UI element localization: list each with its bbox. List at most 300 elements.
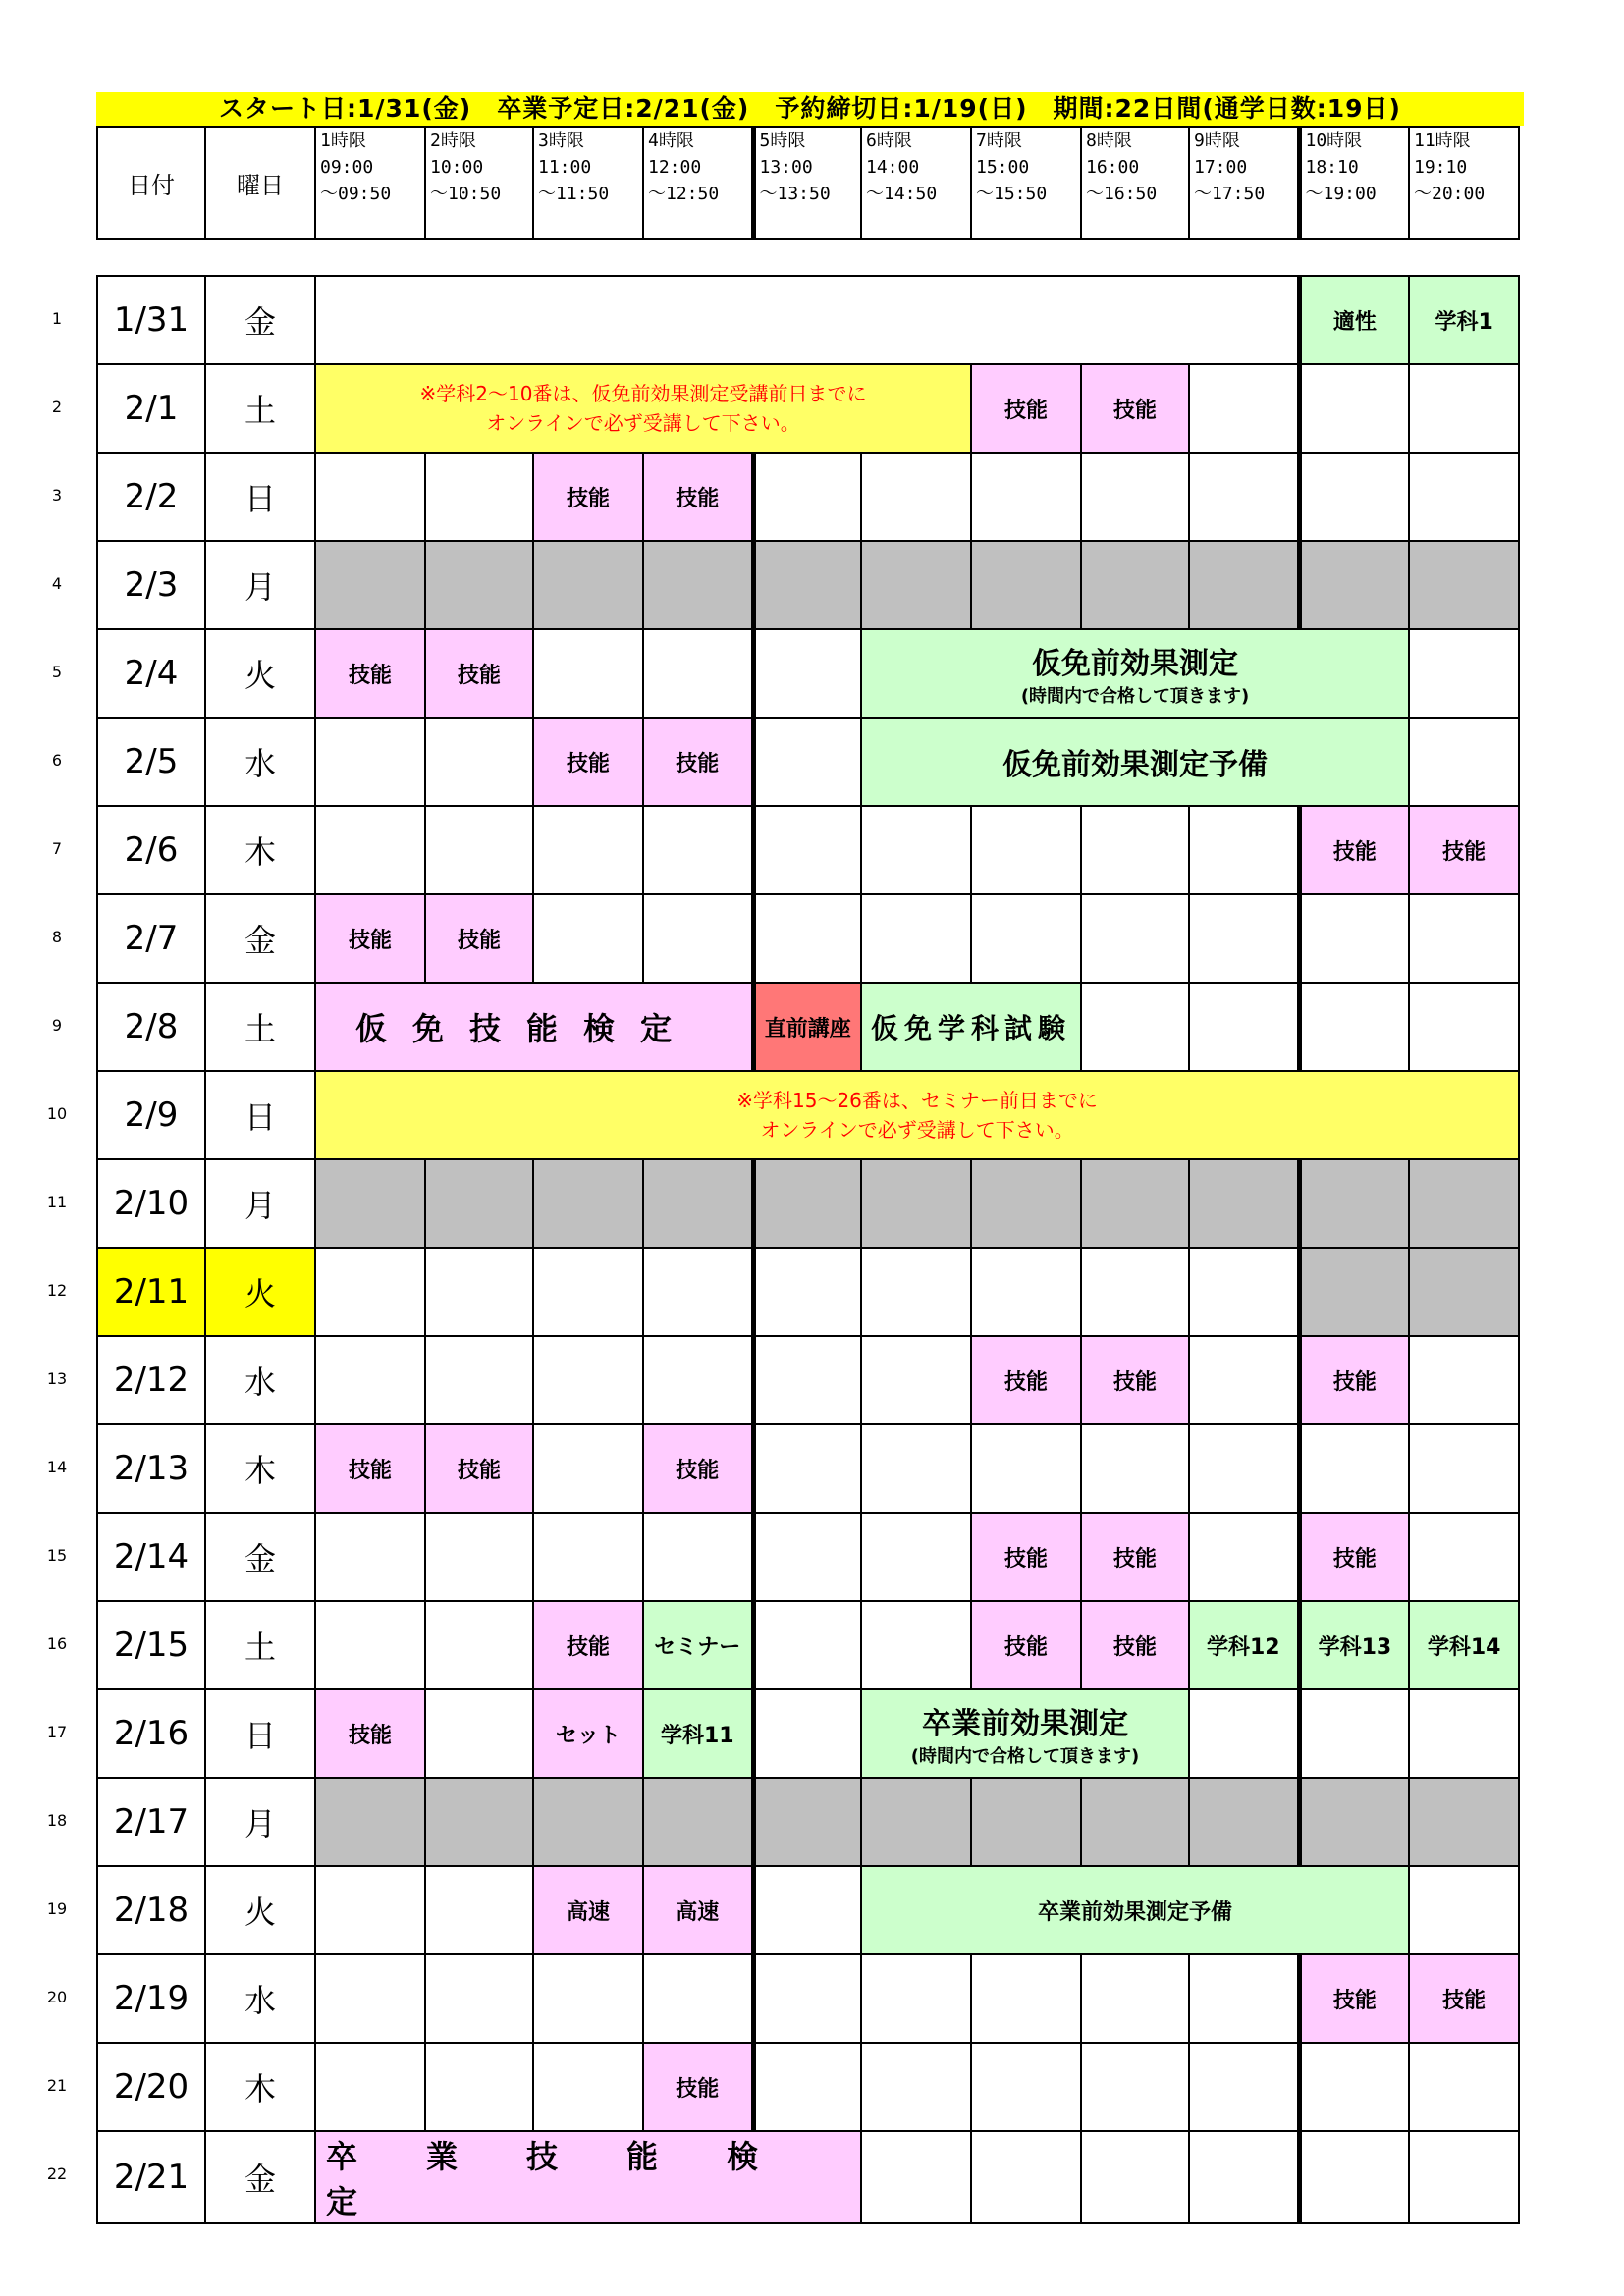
slot-cell (425, 1248, 533, 1336)
slot-cell (425, 1601, 533, 1689)
slot-cell (1299, 1689, 1409, 1778)
weekday-cell: 水 (205, 1954, 315, 2043)
slot-label: 技能 (1332, 1546, 1377, 1572)
slot-cell (643, 1336, 753, 1424)
header-period-5 (753, 127, 861, 239)
slot-cell (1081, 1601, 1189, 1689)
date-cell: 2/3 (97, 541, 205, 629)
slot-label: 技能 (457, 1458, 501, 1483)
slot-cell (1409, 718, 1519, 806)
period-name: 10時限 (1305, 131, 1363, 151)
slot-cell (643, 1424, 753, 1513)
slot-cell (315, 629, 425, 718)
slot-label: 直前講座 (764, 1016, 851, 1041)
slot-cell (1299, 453, 1409, 541)
slot-label: 技能 (348, 1458, 392, 1483)
slot-cell (1409, 1424, 1519, 1513)
weekday-cell: 火 (205, 1248, 315, 1336)
slot-label: 卒業技能検定 (326, 2138, 828, 2220)
slot-cell (1081, 1954, 1189, 2043)
slot-cell (753, 1601, 861, 1689)
slot-cell (315, 2131, 861, 2223)
slot-cell (861, 1778, 971, 1866)
date-cell: 2/9 (97, 1071, 205, 1159)
slot-cell (971, 1424, 1081, 1513)
date-cell: 1/31 (97, 276, 205, 364)
slot-cell (1189, 983, 1299, 1071)
slot-cell (425, 894, 533, 983)
slot-cell (425, 718, 533, 806)
slot-cell (315, 1071, 1519, 1159)
slot-label: 適性 (1332, 309, 1377, 335)
slot-cell (1189, 1778, 1299, 1866)
period-start: 17:00 (1194, 157, 1248, 178)
slot-cell (753, 1689, 861, 1778)
slot-cell (643, 453, 753, 541)
slot-label: 学科14 (1427, 1634, 1501, 1660)
period-start: 15:00 (976, 157, 1030, 178)
slot-cell (643, 1689, 753, 1778)
slot-cell (861, 1689, 1189, 1778)
date-cell: 2/20 (97, 2043, 205, 2131)
slot-cell (643, 2043, 753, 2131)
weekday-cell: 月 (205, 1778, 315, 1866)
slot-label: 学科12 (1207, 1634, 1280, 1660)
weekday-cell: 火 (205, 1866, 315, 1954)
period-name: 3時限 (538, 131, 584, 151)
weekday-cell: 土 (205, 983, 315, 1071)
slot-cell (1409, 1689, 1519, 1778)
slot-cell (315, 276, 1299, 364)
slot-cell (643, 1778, 753, 1866)
slot-cell (315, 364, 971, 453)
schedule-row (97, 1336, 1519, 1424)
date-cell: 2/2 (97, 453, 205, 541)
period-start: 12:00 (648, 157, 702, 178)
row-number: 18 (46, 1811, 68, 1830)
slot-cell (643, 541, 753, 629)
slot-label: 技能 (676, 751, 720, 776)
period-end: ～09:50 (320, 184, 392, 204)
row-number: 19 (46, 1899, 68, 1918)
schedule-grid (96, 275, 1520, 2224)
slot-cell (315, 1159, 425, 1248)
slot-cell (861, 1424, 971, 1513)
slot-label: 技能 (1442, 1988, 1487, 2013)
period-name: 6時限 (866, 131, 912, 151)
period-name: 11時限 (1414, 131, 1471, 151)
slot-cell (1189, 364, 1299, 453)
slot-cell (425, 806, 533, 894)
date-cell: 2/10 (97, 1159, 205, 1248)
slot-cell (1081, 894, 1189, 983)
slot-label: 仮免前効果測定予備 (1002, 748, 1269, 782)
slot-label: 技能 (1442, 839, 1487, 865)
weekday-cell: 木 (205, 2043, 315, 2131)
row-number: 14 (46, 1458, 68, 1476)
schedule-row (97, 1866, 1519, 1954)
slot-cell (1299, 1601, 1409, 1689)
slot-cell (425, 1159, 533, 1248)
slot-cell (971, 1601, 1081, 1689)
weekday-cell: 金 (205, 276, 315, 364)
slot-cell (753, 1424, 861, 1513)
slot-cell (425, 1866, 533, 1954)
slot-cell (971, 2131, 1081, 2223)
slot-cell (315, 1954, 425, 2043)
period-name: 7時限 (976, 131, 1022, 151)
slot-cell (971, 364, 1081, 453)
slot-label: セミナー (654, 1634, 741, 1660)
slot-cell (861, 1954, 971, 2043)
period-end: ～20:00 (1414, 184, 1486, 204)
slot-cell (533, 1866, 643, 1954)
weekday-cell: 水 (205, 718, 315, 806)
period-start: 11:00 (538, 157, 592, 178)
date-cell: 2/15 (97, 1601, 205, 1689)
slot-label: 学科1 (1435, 309, 1493, 335)
slot-cell (753, 541, 861, 629)
slot-cell (1409, 629, 1519, 718)
slot-cell (315, 2043, 425, 2131)
slot-cell (1189, 1248, 1299, 1336)
weekday-cell: 月 (205, 541, 315, 629)
slot-label: 高速 (676, 1899, 720, 1925)
slot-cell (1409, 276, 1519, 364)
slot-cell (861, 453, 971, 541)
slot-cell (1189, 1689, 1299, 1778)
slot-cell (533, 1159, 643, 1248)
schedule-row (97, 1778, 1519, 1866)
slot-cell (315, 718, 425, 806)
slot-label: 学科11 (660, 1723, 734, 1748)
slot-label: 技能 (1003, 398, 1048, 423)
slot-cell (315, 541, 425, 629)
slot-cell (1299, 983, 1409, 1071)
header-period-10 (1299, 127, 1409, 239)
slot-cell (533, 1778, 643, 1866)
date-cell: 2/4 (97, 629, 205, 718)
slot-cell (425, 1778, 533, 1866)
date-cell: 2/17 (97, 1778, 205, 1866)
slot-label: 技能 (1003, 1634, 1048, 1660)
slot-label: 技能 (1332, 839, 1377, 865)
slot-cell (971, 1159, 1081, 1248)
slot-cell (425, 2043, 533, 2131)
slot-cell (1189, 1336, 1299, 1424)
row-number: 2 (51, 398, 63, 416)
slot-cell (425, 1336, 533, 1424)
slot-cell (861, 718, 1409, 806)
slot-label: 技能 (566, 751, 610, 776)
slot-sublabel: (時間内で合格して頂きます) (910, 1746, 1140, 1767)
slot-cell (861, 1336, 971, 1424)
date-cell: 2/6 (97, 806, 205, 894)
row-number: 21 (46, 2076, 68, 2095)
header-period-7 (971, 127, 1081, 239)
period-name: 4時限 (648, 131, 694, 151)
slot-cell (533, 1601, 643, 1689)
slot-cell (1299, 364, 1409, 453)
period-name: 9時限 (1194, 131, 1240, 151)
schedule-row (97, 806, 1519, 894)
period-end: ～15:50 (976, 184, 1048, 204)
slot-cell (1189, 541, 1299, 629)
slot-cell (425, 541, 533, 629)
weekday-cell: 金 (205, 1513, 315, 1601)
slot-cell (971, 1954, 1081, 2043)
slot-label: 仮免学科試験 (870, 1012, 1071, 1044)
slot-cell (1409, 1513, 1519, 1601)
period-start: 14:00 (866, 157, 920, 178)
period-start: 10:00 (430, 157, 484, 178)
slot-cell (533, 1954, 643, 2043)
schedule-row (97, 2131, 1519, 2223)
header-period-9 (1189, 127, 1299, 239)
schedule-banner: スタート日:1/31(金) 卒業予定日:2/21(金) 予約締切日:1/19(日) 期間:22日間(通学日数:19日) (96, 92, 1524, 126)
header-period-1 (315, 127, 425, 239)
slot-cell (1189, 453, 1299, 541)
header-period-4 (643, 127, 753, 239)
slot-cell (1409, 453, 1519, 541)
slot-cell (1299, 2131, 1409, 2223)
schedule-row (97, 2043, 1519, 2131)
slot-cell (1081, 1513, 1189, 1601)
slot-cell (425, 1424, 533, 1513)
slot-cell (315, 806, 425, 894)
slot-cell (1409, 983, 1519, 1071)
slot-label: 技能 (348, 928, 392, 953)
row-number: 3 (51, 486, 63, 505)
slot-cell (533, 894, 643, 983)
slot-cell (315, 1689, 425, 1778)
row-number: 22 (46, 2164, 68, 2183)
slot-cell (971, 1513, 1081, 1601)
row-number: 4 (51, 574, 63, 593)
slot-cell (971, 2043, 1081, 2131)
header-weekday: 曜日 (205, 127, 315, 239)
period-header (96, 126, 1520, 240)
slot-cell (533, 1424, 643, 1513)
slot-cell (1299, 1424, 1409, 1513)
slot-cell (861, 2043, 971, 2131)
slot-cell (1081, 2043, 1189, 2131)
schedule-row (97, 1954, 1519, 2043)
weekday-cell: 金 (205, 2131, 315, 2223)
period-name: 5時限 (759, 131, 806, 151)
slot-label: 高速 (566, 1899, 610, 1925)
slot-cell (1081, 1159, 1189, 1248)
slot-cell (971, 1778, 1081, 1866)
slot-cell (315, 1866, 425, 1954)
slot-cell (533, 1248, 643, 1336)
header-period-11 (1409, 127, 1519, 239)
slot-cell (1189, 1954, 1299, 2043)
slot-label: 技能 (1112, 1546, 1157, 1572)
row-number: 13 (46, 1369, 68, 1388)
slot-cell (1081, 1248, 1189, 1336)
slot-cell (1409, 1866, 1519, 1954)
slot-label: 技能 (1003, 1369, 1048, 1395)
slot-cell (753, 1159, 861, 1248)
slot-label: 卒業前効果測定予備 (1038, 1899, 1233, 1925)
slot-cell (533, 2043, 643, 2131)
schedule-row (97, 1689, 1519, 1778)
slot-label: セット (555, 1723, 621, 1748)
slot-cell (1409, 1159, 1519, 1248)
slot-cell (315, 1424, 425, 1513)
slot-cell (1299, 1954, 1409, 2043)
period-end: ～13:50 (759, 184, 831, 204)
schedule-row (97, 276, 1519, 364)
row-number: 10 (46, 1104, 68, 1123)
row-number: 11 (46, 1193, 68, 1211)
schedule-row (97, 364, 1519, 453)
date-cell: 2/5 (97, 718, 205, 806)
period-start: 18:10 (1305, 157, 1359, 178)
slot-cell (971, 806, 1081, 894)
slot-cell (1081, 983, 1189, 1071)
slot-cell (753, 453, 861, 541)
date-cell: 2/7 (97, 894, 205, 983)
period-end: ～17:50 (1194, 184, 1266, 204)
schedule-row (97, 1424, 1519, 1513)
slot-cell (1081, 453, 1189, 541)
schedule-row (97, 629, 1519, 718)
slot-cell (753, 1513, 861, 1601)
row-number: 8 (51, 928, 63, 946)
row-number: 6 (51, 751, 63, 770)
date-cell: 2/14 (97, 1513, 205, 1601)
slot-cell (1409, 2043, 1519, 2131)
slot-cell (861, 1248, 971, 1336)
date-cell: 2/13 (97, 1424, 205, 1513)
date-cell: 2/8 (97, 983, 205, 1071)
weekday-cell: 木 (205, 806, 315, 894)
slot-cell (753, 2043, 861, 2131)
weekday-cell: 土 (205, 364, 315, 453)
slot-cell (1409, 1601, 1519, 1689)
slot-label: 技能 (1332, 1369, 1377, 1395)
slot-cell (643, 1954, 753, 2043)
date-cell: 2/11 (97, 1248, 205, 1336)
slot-cell (533, 806, 643, 894)
slot-cell (1189, 1159, 1299, 1248)
period-end: ～14:50 (866, 184, 938, 204)
slot-cell (861, 894, 971, 983)
slot-cell (753, 1866, 861, 1954)
weekday-cell: 日 (205, 453, 315, 541)
slot-cell (533, 1513, 643, 1601)
slot-cell (425, 1513, 533, 1601)
slot-cell (425, 1954, 533, 2043)
slot-cell (1299, 276, 1409, 364)
slot-cell (1409, 1778, 1519, 1866)
slot-label: 技能 (566, 1634, 610, 1660)
row-number: 5 (51, 663, 63, 681)
header-period-8 (1081, 127, 1189, 239)
date-cell: 2/19 (97, 1954, 205, 2043)
weekday-cell: 火 (205, 629, 315, 718)
slot-cell (861, 806, 971, 894)
slot-cell (753, 718, 861, 806)
period-start: 19:10 (1414, 157, 1468, 178)
slot-cell (315, 983, 753, 1071)
slot-cell (1299, 2043, 1409, 2131)
slot-cell (315, 894, 425, 983)
schedule-row (97, 1071, 1519, 1159)
slot-cell (753, 1336, 861, 1424)
slot-cell (1189, 1601, 1299, 1689)
row-number: 9 (51, 1016, 63, 1035)
slot-cell (425, 1689, 533, 1778)
slot-cell (643, 1866, 753, 1954)
slot-label: 学科13 (1318, 1634, 1392, 1660)
schedule-row (97, 453, 1519, 541)
date-cell: 2/12 (97, 1336, 205, 1424)
slot-label: 仮免前効果測定 (1032, 647, 1239, 681)
slot-cell (533, 718, 643, 806)
slot-cell (753, 983, 861, 1071)
slot-cell (1299, 1159, 1409, 1248)
schedule-row (97, 718, 1519, 806)
slot-cell (643, 629, 753, 718)
slot-label: 技能 (1332, 1988, 1377, 2013)
slot-cell (1299, 1778, 1409, 1866)
slot-cell (1189, 1513, 1299, 1601)
slot-cell (971, 1248, 1081, 1336)
slot-cell (971, 541, 1081, 629)
slot-cell (425, 453, 533, 541)
schedule-row (97, 1159, 1519, 1248)
slot-cell (533, 1336, 643, 1424)
slot-label: 技能 (676, 2076, 720, 2102)
slot-cell (315, 453, 425, 541)
slot-cell (315, 1248, 425, 1336)
weekday-cell: 日 (205, 1071, 315, 1159)
slot-cell (643, 806, 753, 894)
row-number: 7 (51, 839, 63, 858)
row-number: 1 (51, 309, 63, 328)
slot-cell (1081, 1424, 1189, 1513)
row-number: 17 (46, 1723, 68, 1741)
slot-cell (1409, 1954, 1519, 2043)
weekday-cell: 金 (205, 894, 315, 983)
slot-cell (1189, 2043, 1299, 2131)
slot-cell (861, 983, 1081, 1071)
slot-label: 技能 (566, 486, 610, 511)
slot-cell (1081, 2131, 1189, 2223)
slot-cell (753, 629, 861, 718)
slot-label: 技能 (1112, 1634, 1157, 1660)
slot-cell (1409, 2131, 1519, 2223)
slot-cell (971, 453, 1081, 541)
slot-cell (861, 1601, 971, 1689)
slot-cell (861, 1513, 971, 1601)
slot-cell (861, 1866, 1409, 1954)
schedule-row (97, 1513, 1519, 1601)
slot-cell (861, 629, 1409, 718)
slot-cell (753, 1778, 861, 1866)
slot-cell (861, 2131, 971, 2223)
slot-cell (643, 718, 753, 806)
period-end: ～19:00 (1305, 184, 1377, 204)
slot-cell (425, 629, 533, 718)
period-end: ～10:50 (430, 184, 502, 204)
slot-cell (1189, 2131, 1299, 2223)
weekday-cell: 月 (205, 1159, 315, 1248)
slot-cell (643, 1248, 753, 1336)
